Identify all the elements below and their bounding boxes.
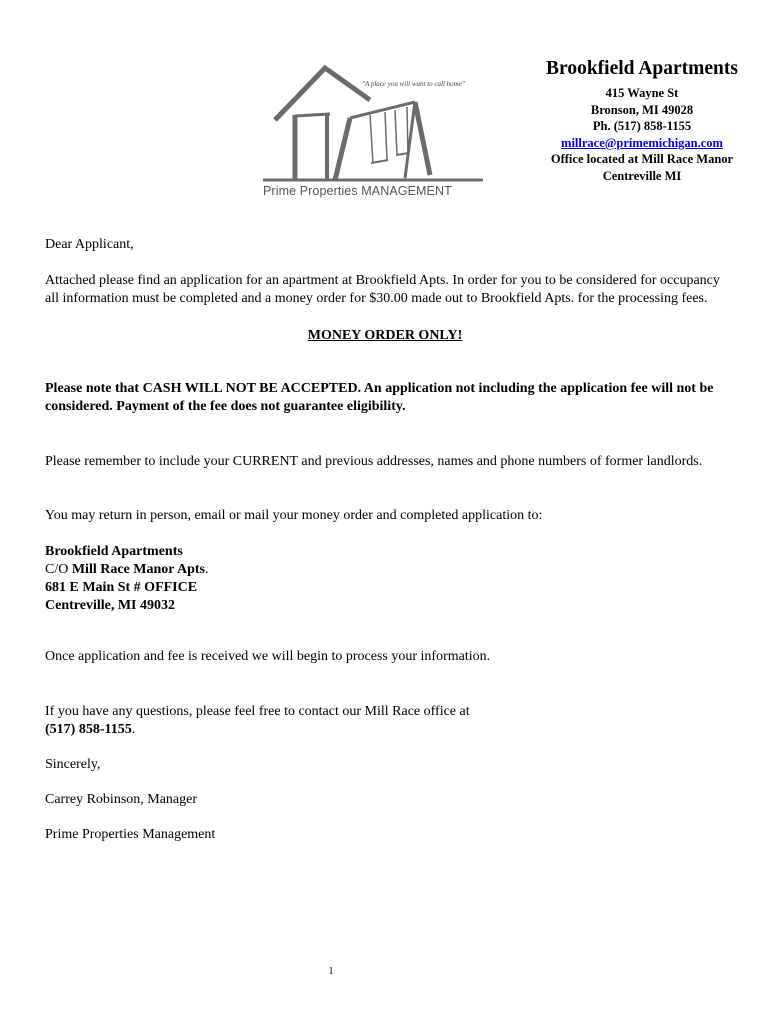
office-location: Office located at Mill Race Manor	[550, 152, 734, 167]
signer-name: Carrey Robinson, Manager	[45, 792, 198, 808]
page-number: 1	[328, 966, 334, 977]
money-order-notice: MONEY ORDER ONLY!	[307, 327, 463, 343]
remember-paragraph: Please remember to include your CURRENT and previous addresses, names and phone numbers of former landlords.	[45, 454, 703, 470]
processing-paragraph: Once application and fee is received we will begin to process your information.	[45, 649, 491, 665]
email-link[interactable]: millrace@primemichigan.com	[561, 135, 723, 150]
address-line-2: Mill Race Manor Apts	[71, 561, 205, 577]
company-logo	[255, 60, 485, 205]
letterhead	[526, 56, 758, 185]
mailing-address	[45, 543, 725, 616]
address-line-4: Centreville, MI 49032	[45, 598, 175, 614]
address-line-1: Brookfield Apartments	[45, 543, 183, 559]
questions-text: If you have any questions, please feel free to contact our Mill Race office at	[45, 703, 470, 719]
questions-phone: (517) 858-1155	[45, 721, 132, 737]
return-paragraph: You may return in person, email or mail your money order and completed application to:	[45, 508, 543, 524]
phone-number: Ph. (517) 858-1155	[592, 119, 692, 134]
house-swing-logo-icon	[255, 60, 485, 185]
address-line-2-prefix: C/O	[45, 561, 72, 577]
address-line-2-suffix: .	[204, 561, 209, 577]
address-line-3: 681 E Main St # OFFICE	[45, 580, 198, 596]
street-address: 415 Wayne St	[605, 86, 679, 100]
office-city: Centreville MI	[602, 168, 682, 183]
questions-suffix: .	[131, 721, 136, 737]
questions-paragraph	[45, 703, 725, 739]
letter-body	[45, 236, 725, 845]
logo-caption: Prime Properties MANAGEMENT	[263, 184, 452, 198]
company-name: Brookfield Apartments	[546, 58, 738, 79]
signer-company: Prime Properties Management	[45, 827, 216, 843]
city-address: Bronson, MI 49028	[590, 102, 694, 117]
cash-warning: Please note that CASH WILL NOT BE ACCEPTED. An application not including the application fee will not be considered. Payment of the fee does not guarantee eligibility.	[45, 380, 714, 415]
logo-tagline: "A place you will want to call home"	[362, 80, 465, 88]
intro-paragraph: Attached please find an application for an apartment at Brookfield Apts. In order for you to be considered for occupancy all information must be completed and a money order for $30.00 made out to Brookfield Apts. for the processing fees.	[45, 273, 720, 307]
greeting: Dear Applicant,	[45, 237, 134, 252]
closing: Sincerely,	[45, 757, 101, 773]
